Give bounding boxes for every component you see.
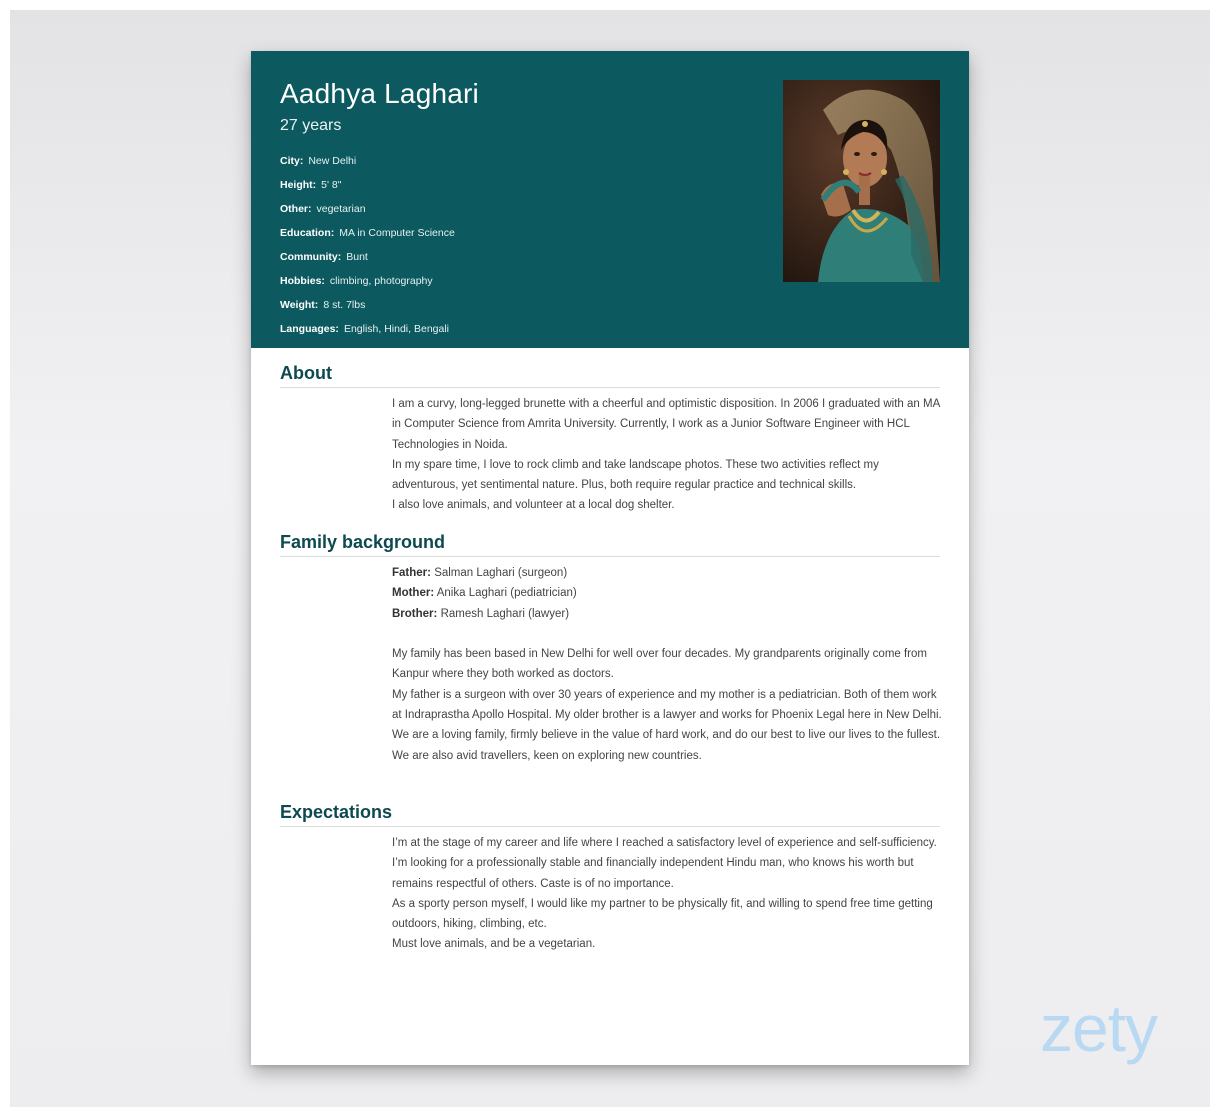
family-paragraph: My father is a surgeon with over 30 years of experience and my mother is a pediatrician. Both of them work at Indraprastha Apollo Hospital. My older brother is a lawyer and works for Phoenix Legal here in New Delhi.	[392, 688, 942, 722]
about-divider	[280, 387, 940, 388]
spacer	[392, 624, 944, 644]
detail-label: Height:	[280, 179, 317, 191]
expectations-paragraph: Must love animals, and be a vegetarian.	[392, 938, 596, 951]
member-label: Brother:	[392, 607, 438, 620]
detail-label: Languages:	[280, 323, 339, 335]
profile-name: Aadhya Laghari	[280, 78, 479, 109]
detail-city	[280, 154, 455, 178]
detail-value: English, Hindi, Bengali	[343, 323, 449, 335]
detail-other	[280, 202, 455, 226]
profile-header	[251, 51, 969, 348]
detail-value: MA in Computer Science	[339, 227, 455, 239]
member-value: Anika Laghari (pediatrician)	[436, 587, 577, 600]
detail-label: Hobbies:	[280, 275, 325, 287]
about-paragraph: I am a curvy, long-legged brunette with a cheerful and optimistic disposition. In 2006 I graduated with an MA in Computer Science from Amrita University. Currently, I work as a Junior Software Engineer with HCL Technologies in Noida.	[392, 398, 940, 451]
expectations-text	[392, 833, 944, 955]
biodata-document	[251, 51, 969, 1065]
family-paragraph: My family has been based in New Delhi for well over four decades. My grandparents originally come from Kanpur where they both worked as doctors.	[392, 648, 927, 681]
detail-height	[280, 178, 455, 202]
detail-education	[280, 226, 455, 250]
family-member	[392, 604, 944, 624]
expectations-paragraph: As a sporty person myself, I would like my partner to be physically fit, and willing to spend free time getting outdoors, hiking, climbing, etc.	[392, 897, 933, 931]
profile-details	[280, 154, 455, 346]
member-label: Mother:	[392, 587, 435, 600]
detail-label: Weight:	[280, 299, 319, 311]
family-divider	[280, 556, 940, 557]
detail-value: 8 st. 7lbs	[323, 299, 366, 311]
detail-community	[280, 250, 455, 274]
family-heading: Family background	[280, 532, 446, 552]
expectations-heading: Expectations	[280, 802, 393, 822]
detail-label: City:	[280, 155, 304, 167]
member-value: Ramesh Laghari (lawyer)	[440, 607, 570, 620]
detail-label: Community:	[280, 251, 342, 263]
detail-value: vegetarian	[316, 203, 366, 215]
expectations-paragraph: I’m at the stage of my career and life where I reached a satisfactory level of experience and self-sufficiency.	[392, 837, 937, 849]
detail-weight	[280, 298, 455, 322]
zety-logo: zety	[1040, 991, 1158, 1065]
detail-languages	[280, 322, 455, 346]
member-label: Father:	[392, 567, 431, 579]
about-text	[392, 394, 944, 516]
detail-value: 5' 8"	[321, 179, 342, 191]
member-value: Salman Laghari (surgeon)	[434, 567, 568, 579]
about-paragraph: I also love animals, and volunteer at a local dog shelter.	[392, 499, 675, 512]
detail-label: Other:	[280, 203, 312, 215]
detail-value: climbing, photography	[329, 275, 433, 287]
family-member	[392, 563, 944, 583]
expectations-divider	[280, 826, 940, 827]
family-member	[392, 583, 944, 603]
detail-hobbies	[280, 274, 455, 298]
detail-label: Education:	[280, 227, 335, 239]
family-text	[392, 563, 944, 766]
about-paragraph: In my spare time, I love to rock climb and take landscape photos. These two activities reflect my adventurous, yet sentimental nature. Plus, both require regular practice and technical skills.	[392, 458, 879, 492]
profile-age: 27 years	[280, 117, 342, 134]
detail-value: Bunt	[346, 251, 368, 263]
profile-photo	[783, 80, 940, 282]
family-paragraph: We are a loving family, firmly believe in the value of hard work, and do our best to live our lives to the fullest. We are also avid travellers, keen on exploring new countries.	[392, 729, 941, 762]
about-heading: About	[280, 363, 332, 383]
expectations-paragraph: I’m looking for a professionally stable and financially independent Hindu man, who knows his worth but remains respectful of others. Caste is of no importance.	[392, 857, 914, 890]
detail-value: New Delhi	[308, 155, 357, 167]
